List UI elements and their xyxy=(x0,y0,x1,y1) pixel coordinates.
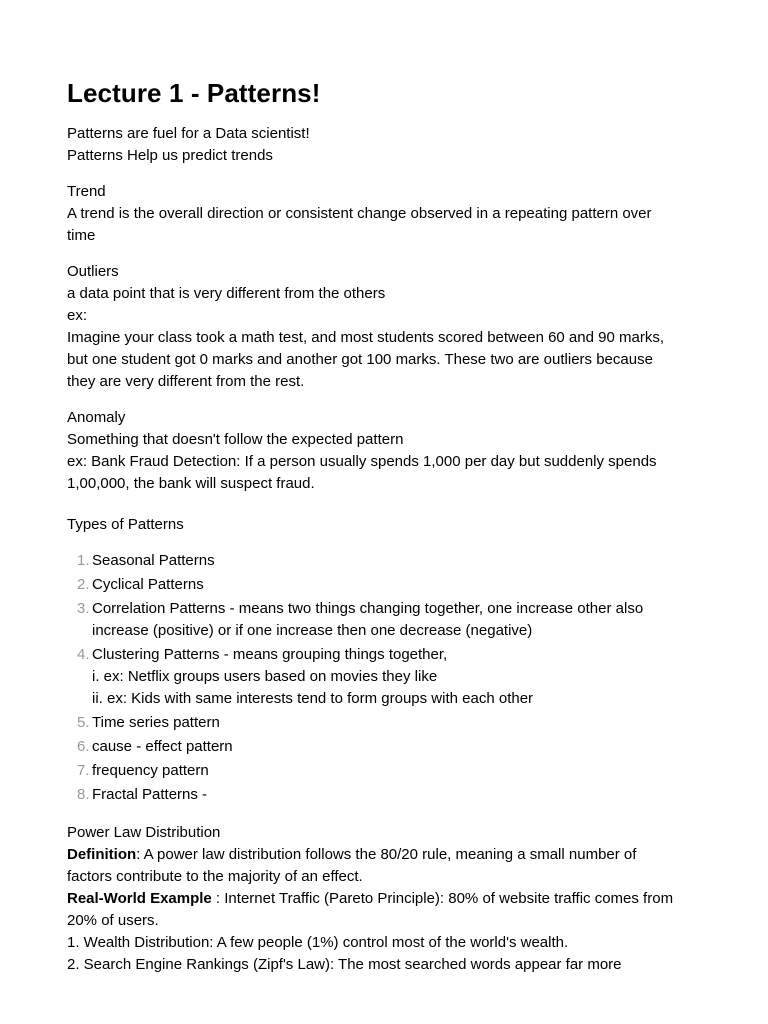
list-item-text: Clustering Patterns - means grouping things together, xyxy=(92,646,448,663)
outliers-text: but one student got 0 marks and another got 100 marks. These two are outliers because xyxy=(67,351,653,368)
list-item-text: Time series pattern xyxy=(92,714,220,731)
spacer xyxy=(67,167,707,181)
list-item xyxy=(67,574,707,596)
list-item-text: cause - effect pattern xyxy=(92,738,233,755)
list-number: 7. xyxy=(77,762,90,779)
list-item xyxy=(67,736,707,758)
list-item-subtext: i. ex: Netflix groups users based on movies they like xyxy=(92,668,438,685)
list-item-text: frequency pattern xyxy=(92,762,209,779)
list-item-text: increase (positive) or if one increase then one decrease (negative) xyxy=(92,622,533,639)
list-number: 2. xyxy=(77,576,90,593)
anomaly-text: 1,00,000, the bank will suspect fraud. xyxy=(67,475,315,492)
intro-line: Patterns are fuel for a Data scientist! xyxy=(67,125,310,142)
definition-text: : A power law distribution follows the 80/20 rule, meaning a small number of xyxy=(136,846,637,863)
spacer xyxy=(67,393,707,407)
example-label: Real-World Example xyxy=(67,890,212,907)
list-number: 5. xyxy=(77,714,90,731)
spacer xyxy=(67,495,707,514)
list-number: 1. xyxy=(77,552,90,569)
power-law-point: 1. Wealth Distribution: A few people (1%) control most of the world's wealth. xyxy=(67,934,569,951)
list-item xyxy=(67,598,707,642)
power-law-point: 2. Search Engine Rankings (Zipf's Law): The most searched words appear far more xyxy=(67,956,622,973)
power-law-section xyxy=(67,822,707,976)
outliers-text: they are very different from the rest. xyxy=(67,373,305,390)
definition-text: factors contribute to the majority of an effect. xyxy=(67,868,363,885)
list-number: 8. xyxy=(77,786,90,803)
spacer xyxy=(67,808,707,822)
outliers-text: ex: xyxy=(67,307,88,324)
trend-section xyxy=(67,181,707,247)
list-item-subtext: ii. ex: Kids with same interests tend to form groups with each other xyxy=(92,690,534,707)
trend-heading: Trend xyxy=(67,183,106,200)
intro-section xyxy=(67,123,707,167)
types-section xyxy=(67,514,707,806)
list-item-text: Cyclical Patterns xyxy=(92,576,204,593)
list-item-text: Fractal Patterns - xyxy=(92,786,208,803)
outliers-text: Imagine your class took a math test, and most students scored between 60 and 90 marks, xyxy=(67,329,664,346)
list-item-text: Seasonal Patterns xyxy=(92,552,215,569)
anomaly-text: Something that doesn't follow the expected pattern xyxy=(67,431,404,448)
outliers-heading: Outliers xyxy=(67,263,119,280)
list-number: 3. xyxy=(77,600,90,617)
outliers-section xyxy=(67,261,707,393)
definition-label: Definition xyxy=(67,846,137,863)
trend-text: A trend is the overall direction or consistent change observed in a repeating pattern over xyxy=(67,205,652,222)
list-number: 6. xyxy=(77,738,90,755)
example-text: : Internet Traffic (Pareto Principle): 80% of website traffic comes from xyxy=(211,890,674,907)
definition-line xyxy=(67,844,707,866)
list-item xyxy=(67,760,707,782)
anomaly-section xyxy=(67,407,707,495)
spacer xyxy=(67,110,707,123)
intro-line: Patterns Help us predict trends xyxy=(67,147,273,164)
example-text: 20% of users. xyxy=(67,912,159,929)
spacer xyxy=(67,536,707,550)
list-item xyxy=(67,784,707,806)
anomaly-text: ex: Bank Fraud Detection: If a person usually spends 1,000 per day but suddenly spends xyxy=(67,453,657,470)
outliers-text: a data point that is very different from the others xyxy=(67,285,386,302)
spacer xyxy=(67,247,707,261)
list-item xyxy=(67,712,707,734)
page-title: Lecture 1 - Patterns! xyxy=(67,78,321,108)
document-page xyxy=(67,76,707,976)
types-list xyxy=(67,550,707,806)
anomaly-heading: Anomaly xyxy=(67,409,126,426)
types-heading: Types of Patterns xyxy=(67,516,184,533)
trend-text: time xyxy=(67,227,96,244)
list-item xyxy=(67,644,707,710)
list-item xyxy=(67,550,707,572)
power-law-heading: Power Law Distribution xyxy=(67,824,221,841)
example-line xyxy=(67,888,707,910)
list-number: 4. xyxy=(77,646,90,663)
list-item-text: Correlation Patterns - means two things changing together, one increase other also xyxy=(92,600,644,617)
